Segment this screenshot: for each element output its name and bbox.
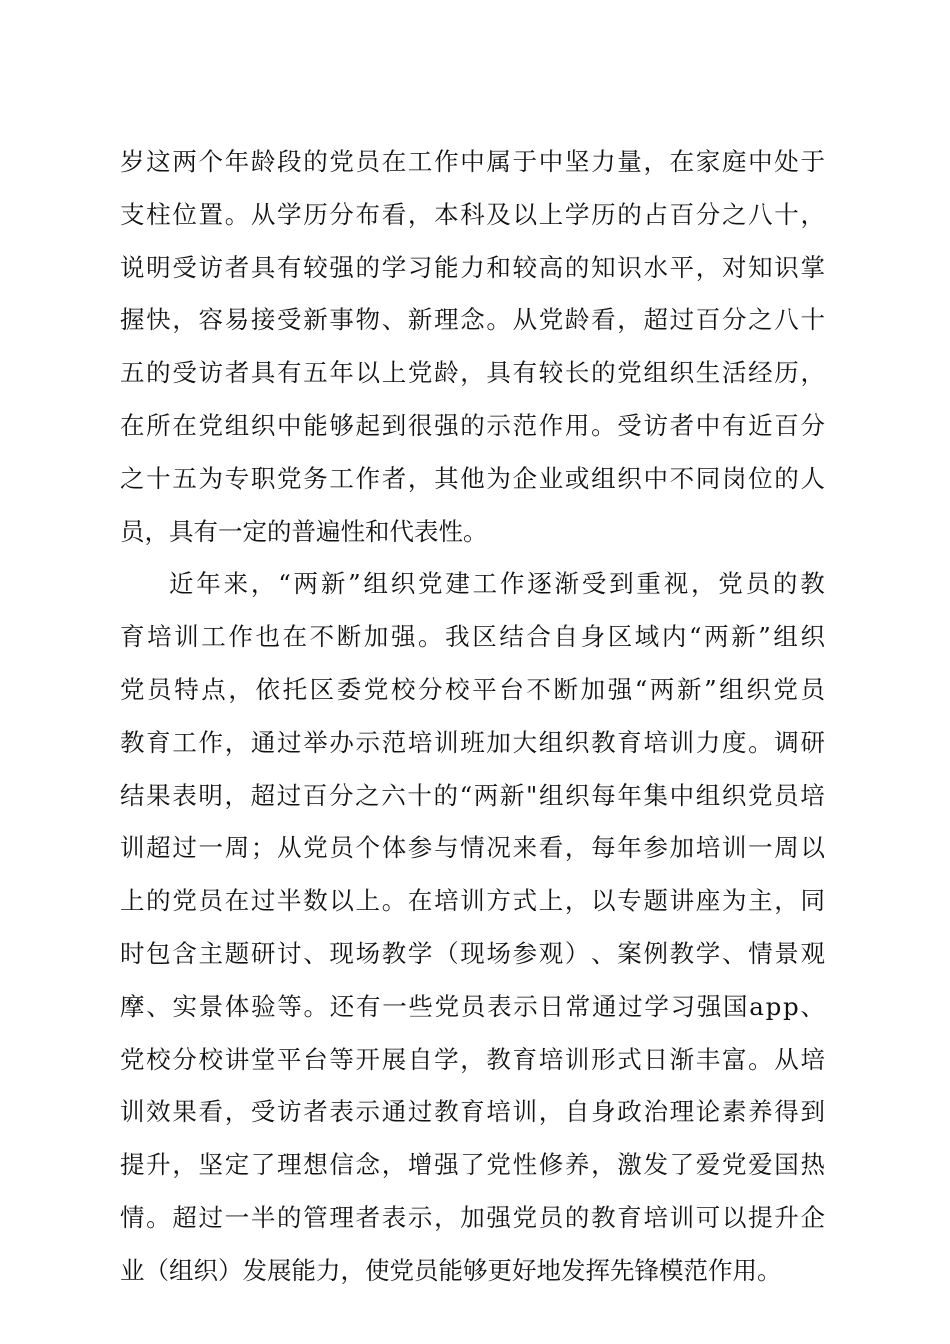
text-line: 岁 这 两 个 年 龄 段 的 党 员 在 工 作 中 属 于 中 坚 力 量 ， 在 家 庭 中 处 于 — [120, 147, 825, 176]
text-line: 业（组织）发展能力，使党员能够更好地发挥先锋模范作用。 — [120, 1255, 782, 1285]
text-line: 说 明 受 访 者 具 有 较 强 的 学 习 能 力 和 较 高 的 知 识 水 平 ， 对 知 识 掌 — [120, 252, 825, 282]
text-line: 教 育 工 作 ， 通 过 举 办 示 范 培 训 班 加 大 组 织 教 育 培 训 力 度 。 调 研 — [120, 727, 825, 757]
document-body — [120, 136, 825, 1298]
text-line: 训 超 过 一 周 ； 从 党 员 个 体 参 与 情 况 来 看 ， 每 年 参 加 培 训 一 周 以 — [120, 833, 825, 863]
text-line: 训 效 果 看 ， 受 访 者 表 示 通 过 教 育 培 训 ， 自 身 政 治 理 论 素 养 得 到 — [120, 1097, 825, 1127]
text-line: 党 员 特 点 ， 依 托 区 委 党 校 分 校 平 台 不 断 加 强 “ 两 新 ” 组 织 党 员 — [120, 674, 825, 704]
text-line: 支 柱 位 置 。 从 学 历 分 布 看 ， 本 科 及 以 上 学 历 的 占 百 分 之 八 十 ， — [120, 199, 825, 229]
text-line: 情 。 超 过 一 半 的 管 理 者 表 示 ， 加 强 党 员 的 教 育 培 训 可 以 提 升 企 — [120, 1202, 825, 1232]
text-line: 提 升 ， 坚 定 了 理 想 信 念 ， 增 强 了 党 性 修 养 ， 激 发 了 爱 党 爱 国 热 — [120, 1150, 825, 1180]
paragraph-2 — [120, 558, 825, 1297]
text-line: 在 所 在 党 组 织 中 能 够 起 到 很 强 的 示 范 作 用 。 受 访 者 中 有 近 百 分 — [120, 410, 825, 440]
paragraph-1 — [120, 136, 825, 558]
text-line: 五 的 受 访 者 具 有 五 年 以 上 党 龄 ， 具 有 较 长 的 党 组 织 生 活 经 历 ， — [120, 358, 825, 388]
text-line: 之 十 五 为 专 职 党 务 工 作 者 ， 其 他 为 企 业 或 组 织 中 不 同 岗 位 的 人 — [120, 463, 825, 493]
text-line: 结 果 表 明 ， 超 过 百 分 之 六 十 的 “ 两 新 " 组 织 每 年 集 中 组 织 党 员 培 — [120, 780, 825, 810]
text-line: 党 校 分 校 讲 堂 平 台 等 开 展 自 学 ， 教 育 培 训 形 式 日 渐 丰 富 。 从 培 — [120, 1044, 825, 1074]
text-line: 近 年 来 ， “ 两 新 ” 组 织 党 建 工 作 逐 渐 受 到 重 视 ， 党 员 的 教 — [169, 569, 825, 599]
text-line: 握 快 ， 容 易 接 受 新 事 物 、 新 理 念 。 从 党 龄 看 ， 超 过 百 分 之 八 十 — [120, 305, 825, 335]
text-line: 摩 、 实 景 体 验 等 。 还 有 一 些 党 员 表 示 日 常 通 过 学 习 强 国 a p p 、 — [120, 991, 825, 1021]
text-line: 时 包 含 主 题 研 讨 、 现 场 教 学 （ 现 场 参 观 ） 、 案 例 教 学 、 情 景 观 — [120, 938, 825, 968]
text-line: 上 的 党 员 在 过 半 数 以 上 。 在 培 训 方 式 上 ， 以 专 题 讲 座 为 主 ， 同 — [120, 886, 825, 916]
text-line: 育 培 训 工 作 也 在 不 断 加 强 。 我 区 结 合 自 身 区 域 内 “ 两 新 ” 组 织 — [120, 622, 825, 652]
text-line: 员，具有一定的普遍性和代表性。 — [120, 516, 488, 546]
